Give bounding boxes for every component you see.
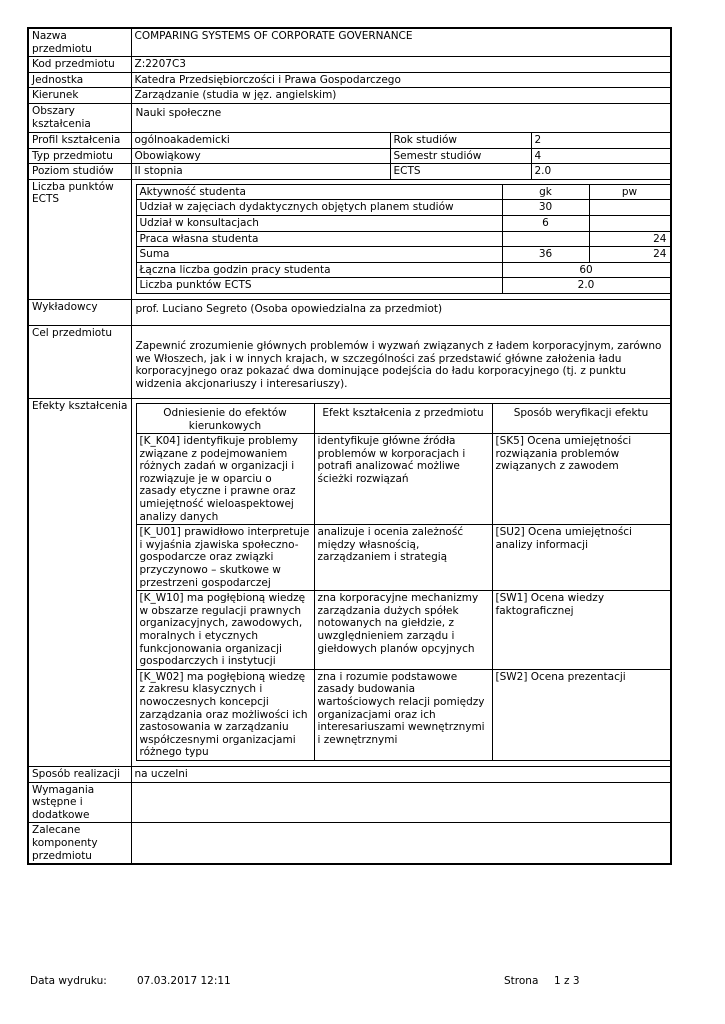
efekty-efekt: analizuje i ocenia zależność między własnością, zarządzaniem i strategią: [314, 525, 492, 591]
value-obszary: Nauki społeczne: [131, 103, 671, 132]
efekty-header-efekt: Efekt kształcenia z przedmiotu: [314, 403, 492, 433]
ects-table: [136, 184, 671, 294]
row-cel: [28, 325, 671, 398]
value-poziom: II stopnia: [131, 164, 390, 180]
ects-total-hours-row: [136, 262, 670, 278]
ects-item-pw: [589, 215, 670, 231]
course-sheet-table: [27, 27, 672, 865]
efekty-row: [136, 591, 670, 670]
efekty-weryfikacja: [SK5] Ocena umiejętności rozwiązania problemów związanych z zawodem: [492, 434, 670, 525]
ects-header-pw: pw: [589, 184, 670, 200]
label-kierunek: Kierunek: [28, 88, 131, 104]
value-typ: Obowiąkowy: [131, 148, 390, 164]
ects-row: [136, 215, 670, 231]
value-kierunek: Zarządzanie (studia w jęz. angielskim): [131, 88, 671, 104]
label-jednostka: Jednostka: [28, 72, 131, 88]
efekty-weryfikacja: [SW1] Ocena wiedzy faktograficznej: [492, 591, 670, 670]
ects-header-name: Aktywność studenta: [136, 184, 502, 200]
ects-item-gk: 36: [502, 247, 589, 263]
ects-row: [136, 231, 670, 247]
label-profil: Profil kształcenia: [28, 132, 131, 148]
label-ects-points: Liczba punktów ECTS: [28, 179, 131, 299]
label-zalecane: Zalecane komponenty przedmiotu: [28, 823, 131, 864]
ects-total-hours-name: Łączna liczba godzin pracy studenta: [136, 262, 502, 278]
value-profil: ogólnoakademicki: [131, 132, 390, 148]
row-typ: [28, 148, 671, 164]
label-nazwa: Nazwa przedmiotu: [28, 28, 131, 57]
ects-item-name: Udział w konsultacjach: [136, 215, 502, 231]
label-cel: Cel przedmiotu: [28, 325, 131, 398]
row-sposob: [28, 766, 671, 782]
ects-total-points-value: 2.0: [502, 278, 670, 294]
row-obszary: [28, 103, 671, 132]
ects-total-points-row: [136, 278, 670, 294]
efekty-odniesienie: [K_W10] ma pogłębioną wiedzę w obszarze regulacji prawnych organizacyjnych, zawodowych, moralnych i etycznych funkcjonowania organizacji gospodarczych i instytucji: [136, 591, 314, 670]
efekty-header-row: [136, 403, 670, 433]
row-nazwa: [28, 28, 671, 57]
efekty-row: [136, 669, 670, 760]
efekty-efekt: identyfikuje główne źródła problemów w korporacjach i potrafi analizować możliwe ścieżki rozwiązań: [314, 434, 492, 525]
row-kod: [28, 57, 671, 73]
ects-row: [136, 247, 670, 263]
ects-header-gk: gk: [502, 184, 589, 200]
print-date-label: Data wydruku:: [30, 975, 107, 987]
efekty-efekt: zna korporacyjne mechanizmy zarządzania dużych spółek notowanych na giełdzie, z uwzględnieniem zarządu i giełdowych planów opcyjnych: [314, 591, 492, 670]
ects-item-gk: 6: [502, 215, 589, 231]
efekty-row: [136, 434, 670, 525]
ects-item-gk: 30: [502, 200, 589, 216]
ects-total-hours-value: 60: [502, 262, 670, 278]
row-profil: [28, 132, 671, 148]
page-number: 1 z 3: [554, 975, 580, 987]
row-wymagania: [28, 782, 671, 823]
value-ects: 2.0: [531, 164, 671, 180]
ects-header-row: [136, 184, 670, 200]
row-wykladowcy: [28, 299, 671, 325]
value-wymagania: [131, 782, 671, 823]
ects-item-name: Suma: [136, 247, 502, 263]
value-kod: Z:2207C3: [131, 57, 671, 73]
value-cel: Zapewnić zrozumienie głównych problemów i wyzwań związanych z ładem korporacyjnym, zarówno we Włoszech, jak i w innych krajach, w szczególności zaś przedstawić główne założenia ładu korporacyjnego oraz pokazać dwa dominujące podejścia do ładu korporacyjnego (tj. z punktu widzenia akcjonariuszy i interesariuszy).: [131, 325, 671, 398]
value-rok: 2: [531, 132, 671, 148]
label-rok: Rok studiów: [390, 132, 531, 148]
value-wykladowcy: prof. Luciano Segreto (Osoba opowiedzialna za przedmiot): [131, 299, 671, 325]
row-kierunek: [28, 88, 671, 104]
row-poziom: [28, 164, 671, 180]
value-sposob: na uczelni: [131, 766, 671, 782]
ects-item-gk: [502, 231, 589, 247]
label-wymagania: Wymagania wstępne i dodatkowe: [28, 782, 131, 823]
value-jednostka: Katedra Przedsiębiorczości i Prawa Gospodarczego: [131, 72, 671, 88]
label-sposob: Sposób realizacji: [28, 766, 131, 782]
ects-item-pw: [589, 200, 670, 216]
efekty-efekt: zna i rozumie podstawowe zasady budowania wartościowych relacji pomiędzy organizacjami oraz ich interesariuszami wewnętrznymi i zewnętrznymi: [314, 669, 492, 760]
label-obszary: Obszary kształcenia: [28, 103, 131, 132]
label-typ: Typ przedmiotu: [28, 148, 131, 164]
label-kod: Kod przedmiotu: [28, 57, 131, 73]
row-jednostka: [28, 72, 671, 88]
ects-total-points-name: Liczba punktów ECTS: [136, 278, 502, 294]
value-semestr: 4: [531, 148, 671, 164]
efekty-table: [136, 403, 671, 761]
ects-item-name: Praca własna studenta: [136, 231, 502, 247]
value-zalecane: [131, 823, 671, 864]
ects-item-pw: 24: [589, 231, 670, 247]
efekty-row: [136, 525, 670, 591]
row-ects-points: [28, 179, 671, 299]
row-zalecane: [28, 823, 671, 864]
efekty-odniesienie: [K_W02] ma pogłębioną wiedzę z zakresu klasycznych i nowoczesnych koncepcji zarządzania oraz możliwości ich zastosowania w zarządzaniu współczesnymi organizacjami różnego typu: [136, 669, 314, 760]
ects-item-name: Udział w zajęciach dydaktycznych objętych planem studiów: [136, 200, 502, 216]
label-semestr: Semestr studiów: [390, 148, 531, 164]
label-efekty: Efekty kształcenia: [28, 398, 131, 766]
efekty-weryfikacja: [SU2] Ocena umiejętności analizy informacji: [492, 525, 670, 591]
ects-row: [136, 200, 670, 216]
page-label: Strona: [504, 975, 539, 987]
efekty-odniesienie: [K_K04] identyfikuje problemy związane z podejmowaniem różnych zadań w organizacji i rozwiązuje je w oparciu o zasady etyczne i prawne oraz umiejętność wieloaspektowej analizy danych: [136, 434, 314, 525]
label-poziom: Poziom studiów: [28, 164, 131, 180]
label-ects: ECTS: [390, 164, 531, 180]
efekty-odniesienie: [K_U01] prawidłowo interpretuje i wyjaśnia zjawiska społeczno-gospodarcze oraz związki przyczynowo – skutkowe w przestrzeni gospodarczej: [136, 525, 314, 591]
label-wykladowcy: Wykładowcy: [28, 299, 131, 325]
ects-item-pw: 24: [589, 247, 670, 263]
row-efekty: [28, 398, 671, 766]
print-date-value: 07.03.2017 12:11: [137, 975, 231, 987]
efekty-header-odniesienie: Odniesienie do efektów kierunkowych: [136, 403, 314, 433]
efekty-weryfikacja: [SW2] Ocena prezentacji: [492, 669, 670, 760]
value-nazwa: COMPARING SYSTEMS OF CORPORATE GOVERNANCE: [131, 28, 671, 57]
efekty-header-weryfikacja: Sposób weryfikacji efektu: [492, 403, 670, 433]
